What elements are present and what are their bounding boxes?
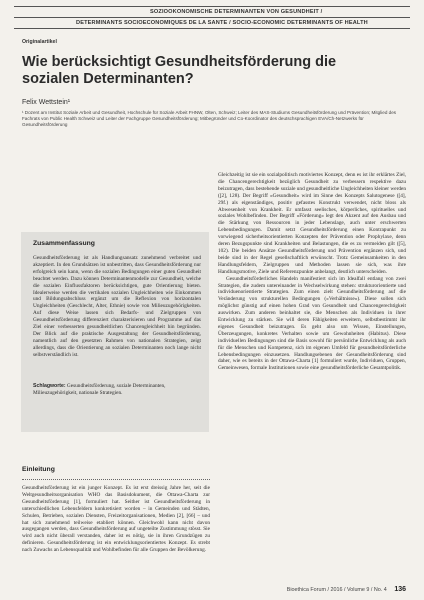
intro-heading: Einleitung <box>22 466 55 473</box>
keywords-label: Schlagworte: <box>33 383 66 389</box>
paragraph: Gleichzeitig ist sie ein sozialpolitisch motiviertes Konzept, denn es ist ihr erklärtes Ziel, die Chancengerechtigkeit bezüglich Gesundheit zu verbessern respektive dazu beizutragen, dass bestehende soziale und gesundheitliche Ungleichheiten kleiner werden ([2], 128). Der Begriff «Gesundheit» wird im Sinne des Konzepts Salutogenese ([4], 29f.) als eigenständiges, positiv gefasstes Konstrukt verwendet, nicht bloss als Abwesenheit von Krankheit. Er umfasst seelisches, körperliches, spirituelles und soziales Wohlbefinden. Der Begriff «Förderung» legt den Akzent auf den Ausbau und die Stärkung von Ressourcen in jeder Lebenslage, auch unter erschwerten Lebensbedingungen. Damit setzt Gesundheitsförderung einen Kontrapunkt zu vorwiegend sicherheitsorientierten Konzepten der Prävention oder Prophylaxe, denn deren Bezugspunkte sind Krankheiten und Belastungen, die es zu vermeiden gilt ([5], 102). Die beiden Ansätze Gesundheitsförderung und Prävention ergänzen sich, und beide sind in der Regel gesellschaftlich erwünscht. Trotz Gemeinsamkeiten in den Handlungsfeldern, Zielgruppen und Methoden lassen sie sich, was ihre Handlungsmotive, Ziele und Referenzpunkte anbelangt, deutlich unterscheiden. <box>218 172 406 275</box>
author-line: Felix Wettstein¹ <box>22 99 71 106</box>
page-number: 136 <box>394 586 406 593</box>
header-line-1: SOZIOÖKONOMISCHE DETERMINANTEN VON GESUNDHEIT / <box>150 9 323 15</box>
header-rule-middle <box>14 17 410 18</box>
article-title: Wie berücksichtigt Gesundheitsförderung die sozialen Determinanten? <box>22 54 337 87</box>
paragraph: Gesundheitsförderliches Handeln manifestiert sich im Idealfall entlang von zwei Strategien, die zudem untereinander in Wechselwirkung stehen: strukturorientierte und individuenorientierte Strategien. Zum einen zielt Gesundheitsförderung auf die Veränderung von strukturellen Bedingungen («Verhältnisse»). Diese sollen sich möglichst günstig auf einen hohen Grad von Gesundheit und Chancengerechtigkeit auswirken. Zum anderen beinhaltet sie, die Menschen als Individuen in ihrer Entwicklung zu stärken. Sie will deren Fähigkeiten erweitern, selbstbestimmt ihr eigenes Gesundheit beizutragen. Es geht also um Wissen, Einstellungen, Überzeugungen, konkretes Verhalten sowie um Gewohnheiten (Habitus). Diese individuellen Bedingungen sind die Basis sowohl für persönliche Entwicklung als auch für die Menschen und Kompetenz, sich im eigenen Umfeld für gesundheitsförderliche Lebensbedingungen einzusetzen. Handlungsebenen der Gesundheitsförderung sind daher, wie es bereits in der Ottawa-Charta [1] formuliert wurde, Individuen, Gruppen, Gemeinwesen, formale Institutionen sowie eine gesundheitsförderliche Gesamtpolitik. <box>218 275 406 372</box>
summary-text: Gesundheitsförderung ist als Handlungsansatz zunehmend verbreitet und akzeptiert. In den Grundsätzen ist unbestritten, dass Gesundheitsförderung nur erfolgreich sein kann, wenn die sozialen Bedingungen einer guten Gesundheit beachtet werden. Dazu können Determinantenmodelle zur Gesundheit, welche die sozialen Einflussfaktoren berücksichtigen, gute Orientierung bieten. Idealerweise werden die vertikalen sozialen Ungleichheiten wie Einkommen und Bildungsabschluss ergänzt um die Reflexion von horizontalen Ungleichheiten (Geschlecht, Alter, Ethnie) sowie von Milieuzugehörigkeiten. Auf diese Weise lassen sich Bedarfs- und Zielgruppen von Gesundheitsförderung differenziert charakterisieren und Programme auf das Ziel einer verbesserten gesundheitlichen Chancengleichheit hin begründen. Der Blick auf die praktische Ausgestaltung der Gesundheitsförderung, namentlich auf den gesetzten Rahmen von nationalen Strategien, zeigt allerdings, dass die Orientierung an sozialen Determinanten noch lange nicht selbstverständlich ist. <box>33 255 201 358</box>
header-rule-bottom <box>14 28 410 29</box>
summary-heading: Zusammenfassung <box>33 240 95 247</box>
keywords <box>33 383 201 411</box>
intro-text: Gesundheitsförderung ist ein junger Konzept. Es ist erst dreissig Jahre her, seit die Weltgesundheitsorganisation WHO das Basisdokument, die Ottawa-Charta zur Gesundheitsförderung [1], formuliert hat. Seither ist Gesundheitsförderung in unterschiedlichen Lebensfeldern konkretisiert worden – in Gemeinden und Städten, Schulen, Betrieben, sozialen Diensten, Freizeitorganisationen, Medien [2], [66] – und hat sich zunehmend teilweise etabliert können. Gleichwohl kann nicht davon ausgegangen werden, dass Gesundheitsförderung auf ungeteilte Zustimmung stösst. Sie wird auch nicht überall verstanden, daher ist es nötig, sie in ihren Grundzügen zu definieren. Gesundheitsförderung ist ein entwicklungsorientiertes Konzept. Es strebt nach Zuwachs an Lebensqualität und Wohlbefinden für alle Gruppen der Bevölkerung. <box>22 485 210 554</box>
author-affiliation: ¹ Dozent am Institut Soziale Arbeit und Gesundheit, Hochschule für Soziale Arbeit FHNW, Olten, Schweiz; Leiter des MAS-Studiums Gesundheitsförderung und Prävention; Mitglied des Fachrats von Public Health Schweiz und Leiter der Fachgruppe Gesundheitsförderung; Mitbegründer und Co-Koordinator des deutschsprachigen EVA/Ch-Netzwerks für Gesundheitsförderung <box>22 110 397 128</box>
section-tag: Originalartikel <box>22 39 57 45</box>
journal-citation: Bioethica Forum / 2016 / Volume 9 / No. 4 <box>286 587 387 593</box>
header-rule-top <box>14 6 410 7</box>
summary-box <box>21 232 209 432</box>
page-footer <box>287 586 406 593</box>
right-column-text <box>218 172 406 578</box>
keywords-text: Gesundheitsförderung, soziale Determinanten, Milieuzugehörigkeit, nationale Strategien. <box>33 383 166 396</box>
header-line-2: DETERMINANTS SOCIOECONOMIQUES DE LA SANTE / SOCIO-ECONOMIC DETERMINANTS OF HEALTH <box>76 20 368 26</box>
intro-divider <box>22 479 210 480</box>
